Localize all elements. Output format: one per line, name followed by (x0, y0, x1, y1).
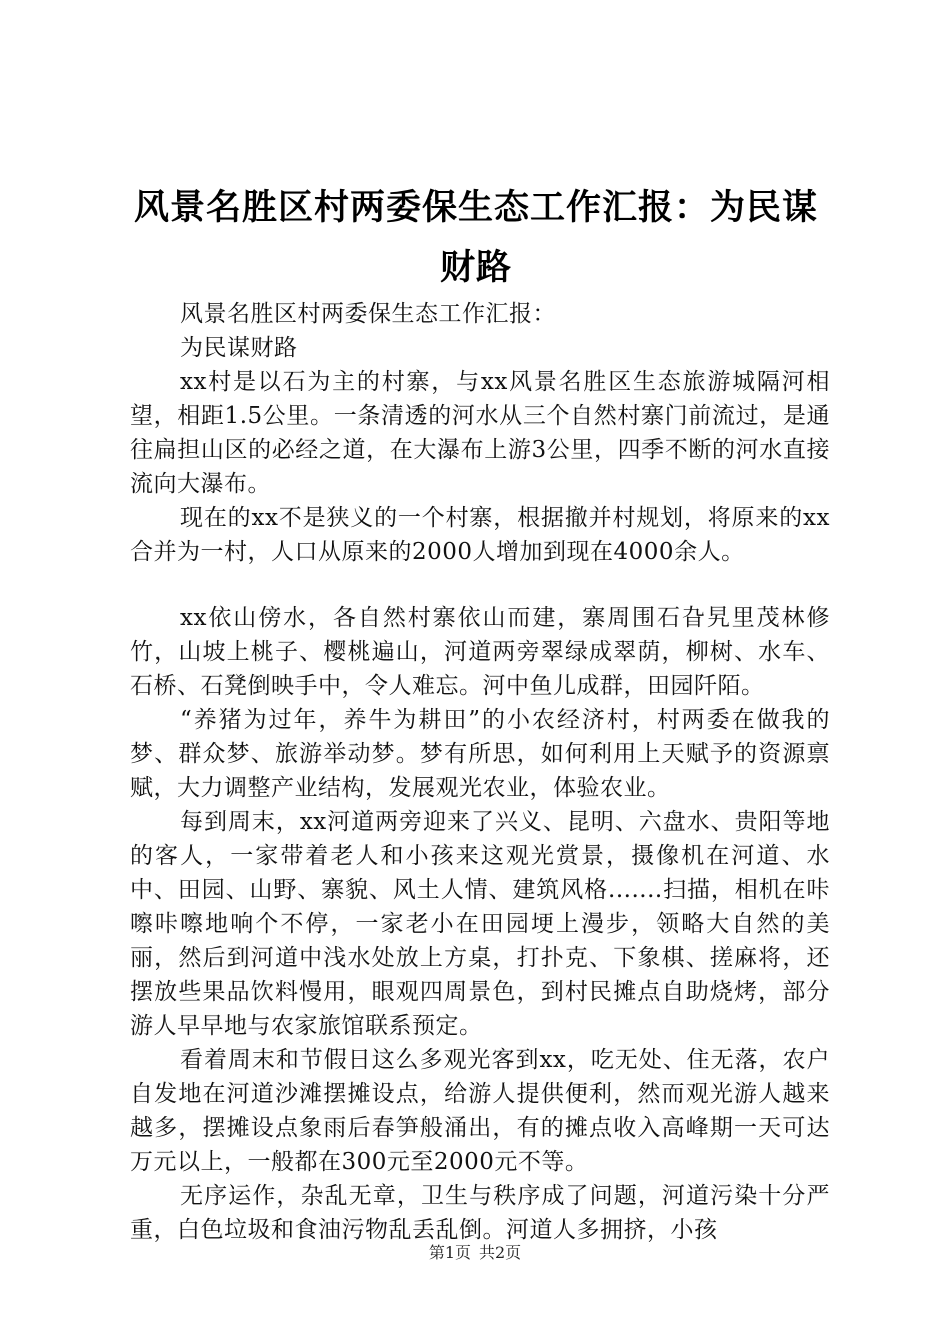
page-number: 第1页 (428, 1243, 471, 1262)
paragraph-disorder: 无序运作，杂乱无章，卫生与秩序成了问题，河道污染十分严重，白色垃圾和食油污物乱丢乱倒。河道人多拥挤，小孩 (130, 1183, 830, 1243)
paragraph-economy-dream: “养猪为过年，养牛为耕田”的小农经济村，村两委在做我的梦、群众梦、旅游举动梦。梦有所思，如何利用上天赋予的资源禀赋，大力调整产业结构，发展观光农业，体验农业。 (130, 707, 830, 801)
page-total: 共2页 (479, 1243, 522, 1262)
document-title: 风景名胜区村两委保生态工作汇报：为民谋财路 (133, 188, 818, 288)
page-footer (0, 1243, 950, 1263)
paragraph-population: 现在的xx不是狭义的一个村寨，根据撤并村规划，将原来的xx合并为一村，人口从原来的2000人增加到现在4000余人。 (130, 505, 830, 565)
document-body (130, 297, 830, 1247)
paragraph-scenery: xx依山傍水，各自然村寨依山而建，寨周围石旮旯里茂林修竹，山坡上桃子、樱桃遍山，河道两旁翠绿成翠荫，柳树、水车、石桥、石凳倒映手中，令人难忘。河中鱼儿成群，田园阡陌。 (130, 605, 830, 699)
paragraph-village-intro: xx村是以石为主的村寨，与xx风景名胜区生态旅游城隔河相望，相距1.5公里。一条清透的河水从三个自然村寨门前流过，是通往扁担山区的必经之道，在大瀑布上游3公里，四季不断的河水直接流向大瀑布。 (130, 369, 830, 497)
paragraph-stalls: 看着周末和节假日这么多观光客到xx，吃无处、住无落，农户自发地在河道沙滩摆摊设点，给游人提供便利，然而观光游人越来越多，摆摊设点象雨后春笋般涌出，有的摊点收入高峰期一天可达万元以上，一般都在300元至2000元不等。 (130, 1047, 830, 1175)
paragraph-weekend-visitors: 每到周末，xx河道两旁迎来了兴义、昆明、六盘水、贵阳等地的客人，一家带着老人和小孩来这观光赏景，摄像机在河道、水中、田园、山野、寨貌、风土人情、建筑风格.......扫描，相机在咔嚓咔嚓地响个不停，一家老小在田园埂上漫步，领略大自然的美丽，然后到河道中浅水处放上方桌，打扑克、下象棋、搓麻将，还摆放些果品饮料慢用，眼观四周景色，到村民摊点自助烧烤，部分游人早早地与农家旅馆联系预定。 (130, 809, 830, 1039)
paragraph-subtitle-2: 为民谋财路 (180, 335, 298, 361)
paragraph-subtitle-1: 风景名胜区村两委保生态工作汇报： (180, 301, 556, 327)
